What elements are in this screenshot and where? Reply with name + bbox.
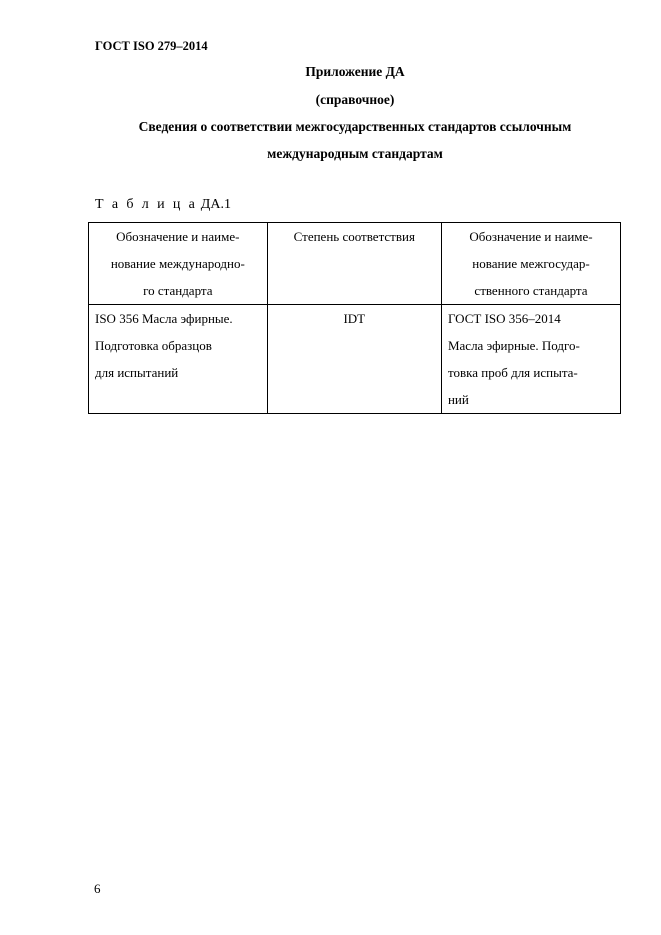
header-line: Обозначение и наиме- <box>469 229 593 244</box>
cell-line: для испытаний <box>95 365 179 380</box>
header-international-standard <box>89 223 268 305</box>
header-line: го стандарта <box>143 283 213 298</box>
cell-line: IDT <box>343 311 366 326</box>
header-line: Степень соответствия <box>293 229 415 244</box>
appendix-title: Приложение ДА <box>305 64 405 79</box>
cell-line: товка проб для испыта- <box>447 365 578 380</box>
page-number: 6 <box>94 881 101 896</box>
header-line: ственного стандарта <box>474 283 588 298</box>
cell-degree-of-correspondence <box>267 305 441 414</box>
table-caption-number: ДА.1 <box>200 197 231 212</box>
table-caption <box>95 197 231 213</box>
appendix-heading-line-1: Сведения о соответствии межгосударственных стандартов ссылочным <box>138 119 572 134</box>
appendix-subtitle: (справочное) <box>315 92 395 107</box>
cell-international-standard <box>89 305 268 414</box>
header-line: нование международно- <box>110 256 245 271</box>
cell-line: ГОСТ ISO 356–2014 <box>447 311 561 326</box>
header-line: Обозначение и наиме- <box>116 229 240 244</box>
header-interstate-standard <box>441 223 620 305</box>
cell-line: Масла эфирные. Подго- <box>447 338 580 353</box>
table-header-row <box>89 223 621 305</box>
table-caption-prefix: Т а б л и ц а <box>95 197 198 212</box>
cell-line: ISO 356 Масла эфирные. <box>95 311 233 326</box>
header-degree-of-correspondence <box>267 223 441 305</box>
cell-line: ний <box>447 392 469 407</box>
appendix-heading-line-2: международным стандартам <box>267 146 443 161</box>
cell-line: Подготовка образцов <box>95 338 212 353</box>
document-code: ГОСТ ISO 279–2014 <box>95 39 208 53</box>
header-line: нование межгосудар- <box>472 256 590 271</box>
table-row <box>89 305 621 414</box>
correspondence-table <box>88 222 621 414</box>
cell-interstate-standard <box>441 305 620 414</box>
